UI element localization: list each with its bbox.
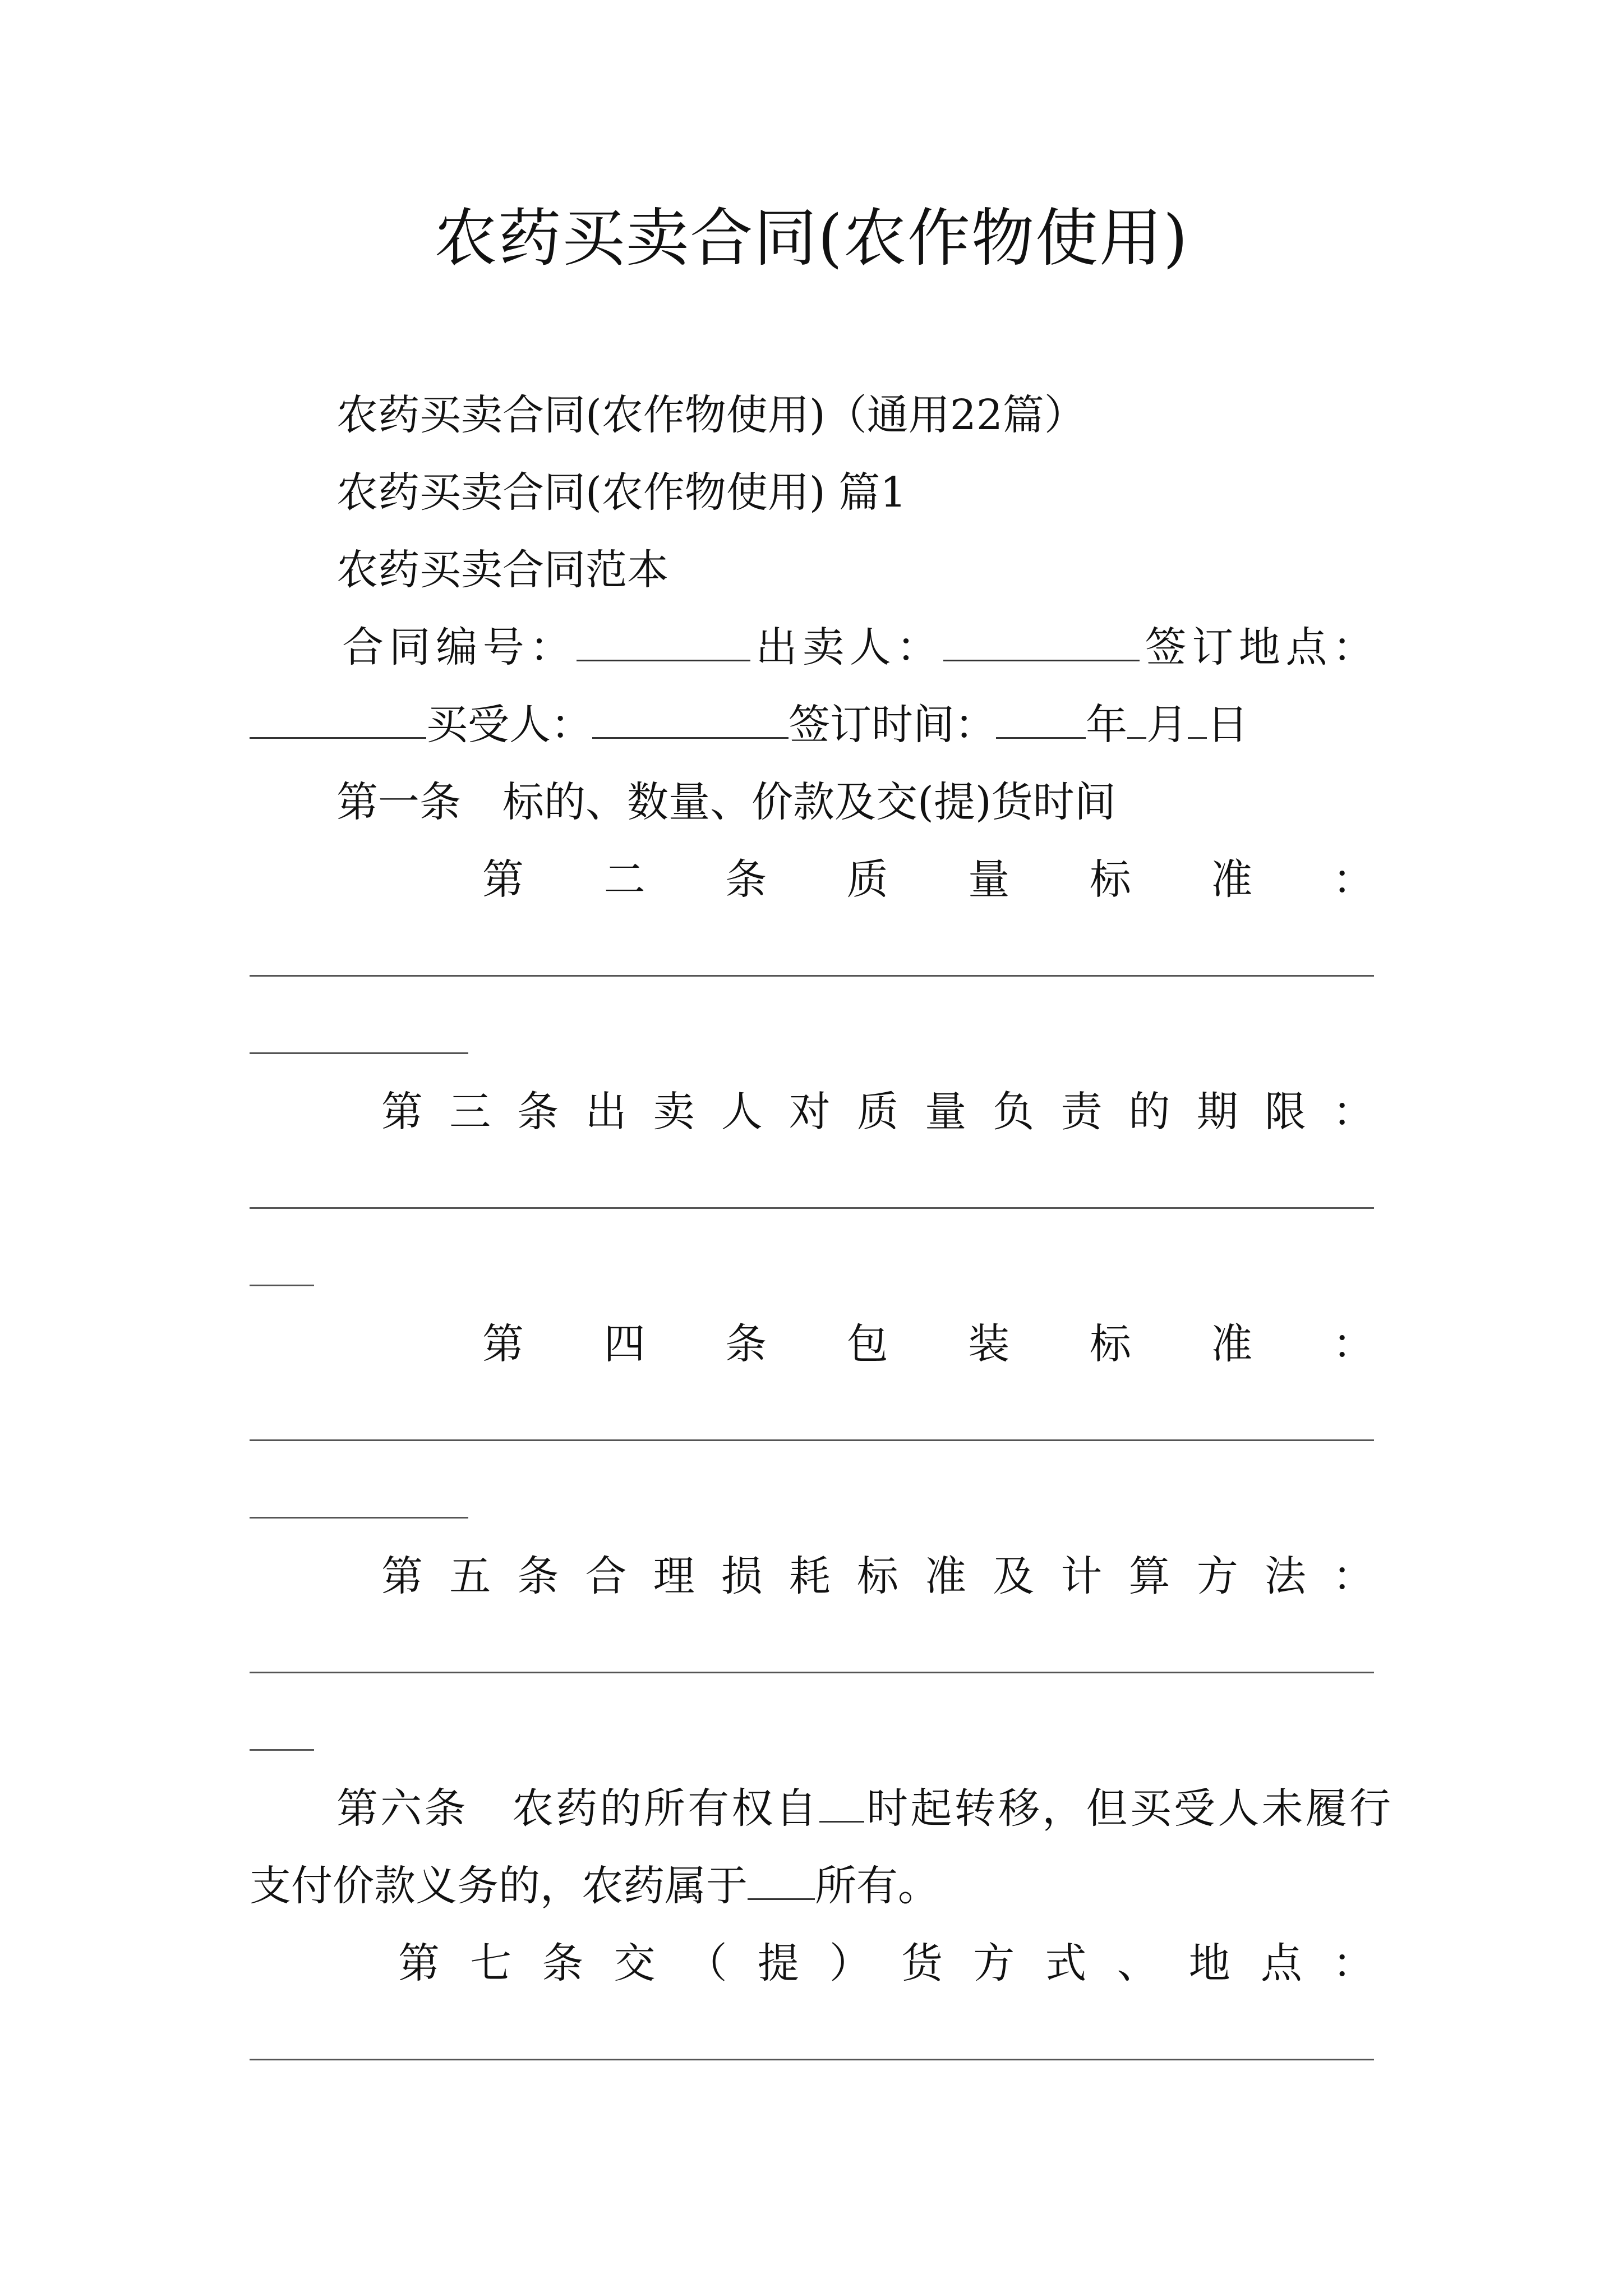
piece-heading: 农药买卖合同(农作物使用) 篇1	[336, 468, 907, 517]
contract-no-label: 合同编号：	[342, 623, 577, 671]
owner-blank	[748, 1859, 815, 1900]
article-2-blank-line-2	[250, 1052, 468, 1054]
contract-info-row-1	[342, 619, 1374, 675]
subtitle: 农药买卖合同(农作物使用)（通用22篇）	[336, 391, 1086, 439]
document-title: 农药买卖合同(农作物使用)	[434, 202, 1189, 275]
year-blank	[996, 698, 1086, 739]
buyer-blank	[592, 698, 789, 739]
article-6-line-2	[250, 1858, 939, 1914]
year-label: 年	[1086, 701, 1127, 749]
sign-place-blank	[250, 698, 426, 739]
seller-blank	[943, 620, 1140, 661]
day-blank	[1188, 698, 1207, 739]
article-3: 第 三 条 出 卖 人 对 质 量 负 责 的 期 限 ：	[381, 1088, 1374, 1136]
article-2-blank-line-1	[250, 975, 1374, 977]
article-3-blank-line-1	[250, 1207, 1374, 1209]
article-7-blank-line-1	[250, 2059, 1374, 2060]
buyer-label: 买受人：	[426, 701, 592, 749]
article-3-blank-line-2	[250, 1285, 314, 1286]
sign-time-label: 签订时间：	[789, 701, 996, 749]
article-1: 第一条 标的、数量、价款及交(提)货时间	[336, 778, 1116, 826]
article-5: 第 五 条 合 理 损 耗 标 准 及 计 算 方 法 ：	[381, 1552, 1374, 1600]
template-heading: 农药买卖合同范本	[336, 546, 668, 594]
transfer-time-blank	[819, 1782, 864, 1823]
contract-info-row-2	[250, 697, 1248, 753]
article-5-blank-line-2	[250, 1749, 314, 1751]
article-7: 第 七 条 交 （ 提 ） 货 方 式 、 地 点 ：	[398, 1939, 1374, 1987]
article-6-text-a: 第六条 农药的所有权自	[336, 1784, 819, 1833]
article-4-blank-line-2	[250, 1517, 468, 1519]
month-blank	[1127, 698, 1146, 739]
article-4-blank-line-1	[250, 1439, 1374, 1441]
sign-place-label: 签订地点：	[1140, 623, 1374, 671]
article-6-line-1	[336, 1780, 1391, 1837]
month-label: 月	[1146, 701, 1188, 749]
article-5-blank-line-1	[250, 1672, 1374, 1673]
article-2: 第 二 条 质 量 标 准 ：	[482, 855, 1374, 904]
article-6-text-d: 所有。	[815, 1862, 939, 1910]
seller-label: 出卖人：	[750, 623, 943, 671]
article-6-text-c: 支付价款义务的，农药属于	[250, 1862, 748, 1910]
day-label: 日	[1207, 701, 1248, 749]
article-4: 第 四 条 包 装 标 准 ：	[482, 1320, 1374, 1368]
contract-no-blank	[577, 620, 750, 661]
article-6-text-b: 时起转移，但买受人未履行	[864, 1784, 1391, 1833]
